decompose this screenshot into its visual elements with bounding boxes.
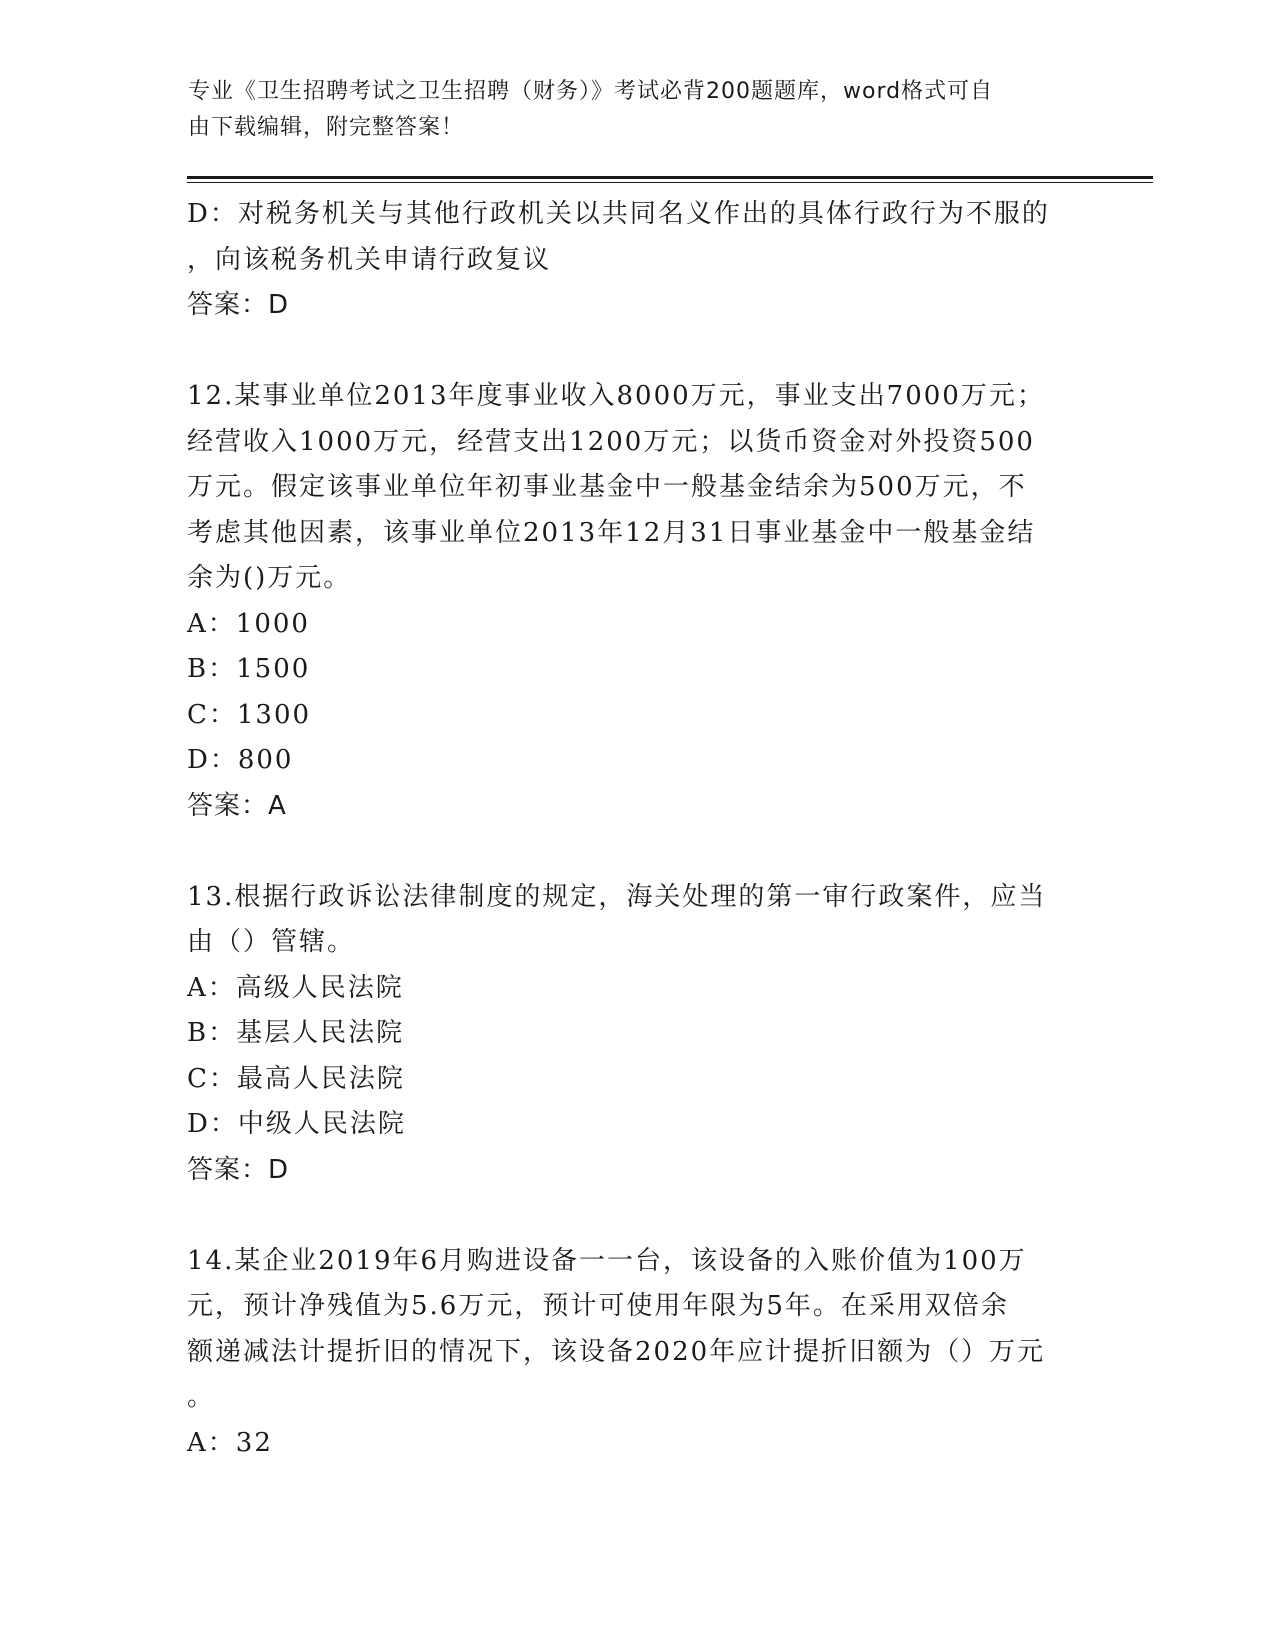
option-a: A：1000	[187, 608, 310, 639]
answer-line: 答案：A	[187, 790, 287, 821]
question-14	[187, 1239, 1067, 1467]
question-stem-line: 由（）管辖。	[187, 927, 356, 957]
question-stem-line: 13.根据行政诉讼法律制度的规定，海关处理的第一审行政案件，应当	[187, 881, 1047, 912]
prev-question	[187, 192, 1067, 329]
option-d: D：对税务机关与其他行政机关以共同名义作出的具体行政行为不服的	[187, 199, 1050, 229]
option-b: B：1500	[187, 654, 311, 684]
question-stem-line: 14.某企业2019年6月购进设备一一台，该设备的入账价值为100万	[187, 1245, 1027, 1276]
header-divider-thin	[187, 182, 1153, 183]
question-12	[187, 374, 1067, 829]
question-13	[187, 875, 1067, 1194]
option-a: A：高级人民法院	[187, 972, 404, 1003]
header-title-line-2: 由下载编辑，附完整答案！	[188, 115, 465, 140]
question-stem-line: 考虑其他因素，该事业单位2013年12月31日事业基金中一般基金结	[187, 517, 1036, 548]
option-a: A：32	[187, 1427, 273, 1458]
header-divider-thick	[187, 176, 1153, 179]
question-content	[187, 192, 1067, 1466]
document-header	[188, 74, 1088, 146]
option-d-continued: ，向该税务机关申请行政复议	[187, 244, 552, 275]
question-stem-line: 元，预计净残值为5.6万元，预计可使用年限为5年。在采用双倍余	[187, 1291, 1009, 1321]
answer-line: 答案：D	[187, 1154, 290, 1185]
option-d: D：中级人民法院	[187, 1109, 406, 1139]
question-stem-line: 。	[187, 1382, 216, 1412]
question-stem-line: 12.某事业单位2013年度事业收入8000万元，事业支出7000万元；	[187, 381, 1045, 411]
spacer	[187, 329, 1067, 375]
spacer	[187, 1193, 1067, 1239]
question-stem-line: 额递减法计提折旧的情况下，该设备2020年应计提折旧额为（）万元	[187, 1336, 1046, 1367]
spacer	[187, 829, 1067, 875]
question-stem-line: 经营收入1000万元，经营支出1200万元；以货币资金对外投资500	[187, 426, 1035, 457]
option-d: D：800	[187, 745, 294, 775]
answer-line: 答案：D	[187, 290, 290, 320]
question-stem-line: 余为()万元。	[187, 563, 352, 593]
option-b: B：基层人民法院	[187, 1018, 405, 1048]
question-stem-line: 万元。假定该事业单位年初事业基金中一般基金结余为500万元，不	[187, 472, 1027, 502]
option-c: C：1300	[187, 699, 312, 730]
header-title-line-1: 专业《卫生招聘考试之卫生招聘（财务）》考试必背200题题库，word格式可自	[188, 79, 994, 104]
option-c: C：最高人民法院	[187, 1063, 405, 1094]
